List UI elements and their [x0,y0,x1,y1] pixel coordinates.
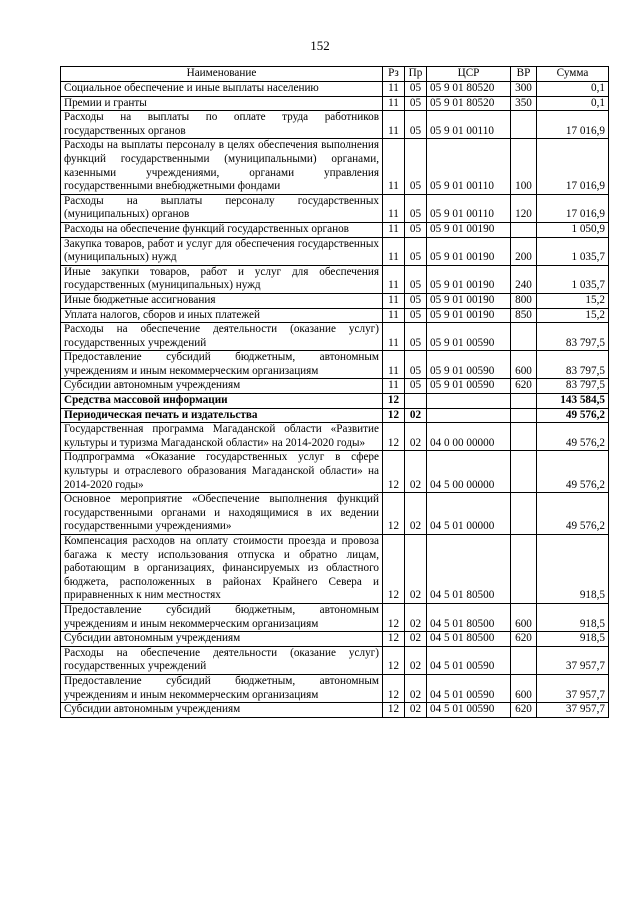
cell-vr: 620 [511,703,537,718]
cell-rz: 11 [383,237,405,265]
cell-csr: 05 9 01 00590 [427,351,511,379]
cell-csr: 05 9 01 00110 [427,111,511,139]
cell-pr: 05 [405,308,427,323]
cell-vr [511,493,537,535]
cell-name: Премии и гранты [61,96,383,111]
table-row [61,222,609,237]
cell-sum: 83 797,5 [537,351,609,379]
cell-name: Субсидии автономным учреждениям [61,379,383,394]
table-row [61,394,609,409]
cell-pr: 05 [405,96,427,111]
cell-csr: 04 5 01 80500 [427,632,511,647]
cell-name: Компенсация расходов на оплату стоимости проезда и провоза багажа к месту использования отпуска и обратно лицам, работающим в организациях, финансируемых из областного бюджета, расположенных в районах Крайнего Севера и приравненных к ним местностях [61,535,383,604]
cell-vr: 620 [511,379,537,394]
cell-pr: 05 [405,111,427,139]
cell-sum: 918,5 [537,632,609,647]
table-row [61,323,609,351]
cell-pr: 02 [405,703,427,718]
cell-vr: 120 [511,194,537,222]
cell-rz: 11 [383,293,405,308]
cell-pr: 05 [405,265,427,293]
cell-pr: 02 [405,451,427,493]
table-row [61,632,609,647]
table-row [61,703,609,718]
cell-vr [511,394,537,409]
cell-csr: 05 9 01 80520 [427,82,511,97]
cell-csr: 04 5 01 00000 [427,493,511,535]
cell-csr: 04 5 01 00590 [427,703,511,718]
cell-pr: 05 [405,237,427,265]
header-rz: Рз [383,67,405,82]
cell-csr: 05 9 01 00190 [427,222,511,237]
table-row [61,493,609,535]
cell-vr [511,323,537,351]
cell-sum: 49 576,2 [537,423,609,451]
table-row [61,82,609,97]
cell-name: Предоставление субсидий бюджетным, автономным учреждениям и иным некоммерческим организациям [61,351,383,379]
cell-vr: 850 [511,308,537,323]
cell-rz: 11 [383,139,405,194]
cell-pr: 02 [405,493,427,535]
table-row [61,603,609,631]
cell-pr: 02 [405,646,427,674]
cell-pr: 05 [405,194,427,222]
cell-name: Предоставление субсидий бюджетным, автономным учреждениям и иным некоммерческим организациям [61,674,383,702]
cell-pr [405,394,427,409]
cell-csr: 05 9 01 80520 [427,96,511,111]
cell-vr: 620 [511,632,537,647]
cell-name: Социальное обеспечение и иные выплаты населению [61,82,383,97]
table-row [61,96,609,111]
cell-sum: 17 016,9 [537,194,609,222]
cell-name: Периодическая печать и издательства [61,408,383,423]
cell-sum: 918,5 [537,603,609,631]
cell-pr: 05 [405,351,427,379]
cell-name: Основное мероприятие «Обеспечение выполнения функций государственными органами и находящимися в их ведении государственными учреждениями» [61,493,383,535]
cell-csr: 05 9 01 00110 [427,194,511,222]
cell-name: Расходы на обеспечение функций государственных органов [61,222,383,237]
cell-vr: 600 [511,674,537,702]
cell-csr: 04 5 01 00590 [427,646,511,674]
table-row [61,674,609,702]
header-csr: ЦСР [427,67,511,82]
cell-csr: 05 9 01 00590 [427,379,511,394]
cell-name: Расходы на выплаты персоналу в целях обеспечения выполнения функций государственными (муниципальными) органами, казенными учреждениями, органами управления государственными внебюджетными фондами [61,139,383,194]
cell-rz: 12 [383,394,405,409]
cell-csr: 05 9 01 00590 [427,323,511,351]
table-row [61,408,609,423]
cell-vr: 240 [511,265,537,293]
cell-rz: 11 [383,379,405,394]
cell-sum: 37 957,7 [537,674,609,702]
cell-name: Расходы на обеспечение деятельности (оказание услуг) государственных учреждений [61,323,383,351]
cell-vr: 200 [511,237,537,265]
cell-rz: 12 [383,535,405,604]
cell-name: Закупка товаров, работ и услуг для обеспечения государственных (муниципальных) нужд [61,237,383,265]
cell-rz: 11 [383,111,405,139]
cell-name: Расходы на обеспечение деятельности (оказание услуг) государственных учреждений [61,646,383,674]
table-header-row [61,67,609,82]
cell-pr: 02 [405,408,427,423]
cell-sum: 15,2 [537,308,609,323]
cell-csr: 05 9 01 00190 [427,308,511,323]
cell-name: Иные закупки товаров, работ и услуг для обеспечения государственных (муниципальных) нужд [61,265,383,293]
cell-sum: 37 957,7 [537,646,609,674]
cell-rz: 11 [383,96,405,111]
cell-pr: 05 [405,379,427,394]
cell-rz: 12 [383,603,405,631]
table-row [61,139,609,194]
cell-pr: 02 [405,603,427,631]
cell-name: Средства массовой информации [61,394,383,409]
header-vr: ВР [511,67,537,82]
cell-rz: 11 [383,82,405,97]
cell-vr: 100 [511,139,537,194]
cell-pr: 05 [405,323,427,351]
cell-sum: 49 576,2 [537,493,609,535]
cell-rz: 11 [383,351,405,379]
header-sum: Сумма [537,67,609,82]
cell-vr [511,222,537,237]
table-row [61,423,609,451]
cell-rz: 11 [383,323,405,351]
cell-sum: 918,5 [537,535,609,604]
cell-vr [511,451,537,493]
table-row [61,111,609,139]
cell-sum: 1 035,7 [537,237,609,265]
cell-rz: 12 [383,646,405,674]
cell-vr [511,535,537,604]
cell-vr: 300 [511,82,537,97]
table-row [61,194,609,222]
cell-sum: 17 016,9 [537,111,609,139]
cell-pr: 05 [405,222,427,237]
cell-csr: 05 9 01 00190 [427,265,511,293]
cell-csr: 05 9 01 00190 [427,293,511,308]
cell-name: Государственная программа Магаданской области «Развитие культуры и туризма Магаданской области» на 2014-2020 годы» [61,423,383,451]
cell-csr: 04 5 00 00000 [427,451,511,493]
cell-csr: 04 5 01 80500 [427,535,511,604]
page-number: 152 [310,38,330,53]
table-row [61,293,609,308]
cell-csr: 04 5 01 80500 [427,603,511,631]
table-row [61,237,609,265]
cell-name: Субсидии автономным учреждениям [61,632,383,647]
cell-rz: 11 [383,308,405,323]
table-row [61,535,609,604]
cell-pr: 05 [405,293,427,308]
cell-sum: 0,1 [537,96,609,111]
cell-vr [511,111,537,139]
cell-sum: 49 576,2 [537,408,609,423]
cell-pr: 05 [405,82,427,97]
cell-vr [511,646,537,674]
cell-sum: 143 584,5 [537,394,609,409]
table-row [61,646,609,674]
table-row [61,351,609,379]
cell-csr: 05 9 01 00190 [427,237,511,265]
cell-rz: 11 [383,222,405,237]
cell-csr: 05 9 01 00110 [427,139,511,194]
cell-name: Расходы на выплаты по оплате труда работников государственных органов [61,111,383,139]
table-row [61,308,609,323]
cell-sum: 1 050,9 [537,222,609,237]
cell-vr [511,423,537,451]
cell-rz: 12 [383,493,405,535]
cell-name: Субсидии автономным учреждениям [61,703,383,718]
cell-sum: 15,2 [537,293,609,308]
cell-rz: 11 [383,265,405,293]
cell-pr: 02 [405,535,427,604]
cell-sum: 17 016,9 [537,139,609,194]
cell-pr: 02 [405,632,427,647]
header-pr: Пр [405,67,427,82]
cell-csr [427,394,511,409]
cell-vr: 350 [511,96,537,111]
table-row [61,379,609,394]
table-row [61,451,609,493]
cell-rz: 12 [383,451,405,493]
cell-csr: 04 5 01 00590 [427,674,511,702]
cell-rz: 11 [383,194,405,222]
cell-sum: 0,1 [537,82,609,97]
cell-rz: 12 [383,423,405,451]
cell-vr: 600 [511,603,537,631]
header-name: Наименование [61,67,383,82]
cell-vr: 800 [511,293,537,308]
cell-vr [511,408,537,423]
cell-csr: 04 0 00 00000 [427,423,511,451]
cell-pr: 02 [405,674,427,702]
cell-name: Предоставление субсидий бюджетным, автономным учреждениям и иным некоммерческим организациям [61,603,383,631]
cell-pr: 05 [405,139,427,194]
cell-name: Подпрограмма «Оказание государственных услуг в сфере культуры и отраслевого образования Магаданской области» на 2014-2020 годы» [61,451,383,493]
cell-vr: 600 [511,351,537,379]
cell-sum: 83 797,5 [537,379,609,394]
cell-pr: 02 [405,423,427,451]
cell-sum: 49 576,2 [537,451,609,493]
cell-sum: 83 797,5 [537,323,609,351]
cell-sum: 37 957,7 [537,703,609,718]
cell-sum: 1 035,7 [537,265,609,293]
cell-name: Уплата налогов, сборов и иных платежей [61,308,383,323]
budget-table [60,66,609,718]
cell-name: Иные бюджетные ассигнования [61,293,383,308]
table-row [61,265,609,293]
cell-csr [427,408,511,423]
cell-rz: 12 [383,632,405,647]
cell-rz: 12 [383,408,405,423]
cell-rz: 12 [383,674,405,702]
cell-name: Расходы на выплаты персоналу государственных (муниципальных) органов [61,194,383,222]
cell-rz: 12 [383,703,405,718]
